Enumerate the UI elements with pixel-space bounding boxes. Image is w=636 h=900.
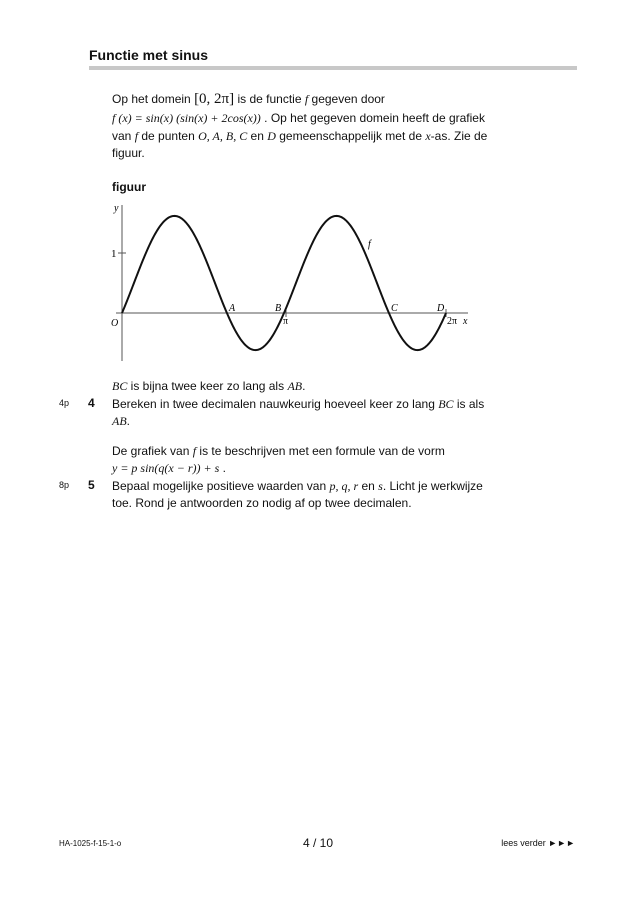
y-tick-label-1: 1 bbox=[111, 248, 117, 260]
curve-label-f: f bbox=[368, 239, 371, 250]
intro-line-1: Op het domein [0, 2π] is de functie f gegeven door bbox=[112, 91, 385, 107]
point-label-b: B bbox=[275, 303, 282, 314]
sine-figure bbox=[0, 195, 636, 395]
q4-points: 4p bbox=[59, 398, 70, 408]
q5-intro: De grafiek van f is te beschrijven met een formule van de vorm y = p sin(q(x − r)) + s . bbox=[112, 444, 445, 475]
point-label-d: D bbox=[437, 303, 445, 314]
origin-label: O bbox=[111, 318, 119, 329]
q5-formula: y = p sin(q(x − r)) + s bbox=[112, 461, 220, 475]
intro-line-2: f (x) = sin(x) (sin(x) + 2cos(x)) . Op het gegeven domein heeft de grafiek bbox=[112, 111, 485, 125]
intro-line-3: van f de punten O, A, B, C en D gemeenschappelijk met de x-as. Zie de bbox=[112, 129, 488, 143]
q4-intro: BC is bijna twee keer zo lang als AB. bbox=[112, 379, 306, 393]
q4-number: 4 bbox=[88, 396, 95, 410]
title-divider bbox=[89, 66, 577, 70]
x-axis-label: x bbox=[463, 316, 468, 327]
q5-points: 8p bbox=[59, 480, 70, 490]
page-number: 4 / 10 bbox=[302, 836, 334, 850]
q5-question: Bepaal mogelijke positieve waarden van p, q, r en s. Licht je werkwijze toe. Rond je antwoorden zo nodig af op twee decimalen. bbox=[112, 479, 483, 510]
next-page-indicator: lees verder ►►► bbox=[501, 838, 575, 848]
point-label-a: A bbox=[229, 303, 236, 314]
footer-code: HA-1025-f-15-1-o bbox=[59, 839, 122, 848]
x-tick-label-pi: π bbox=[283, 316, 289, 327]
y-axis-label: y bbox=[114, 203, 119, 214]
function-curve bbox=[122, 216, 446, 350]
figure-label: figuur bbox=[112, 180, 146, 194]
page-title: Functie met sinus bbox=[89, 47, 209, 63]
domain-expression: [0, 2π] bbox=[194, 91, 235, 107]
q4-question: Bereken in twee decimalen nauwkeurig hoeveel keer zo lang BC is als AB. bbox=[112, 397, 485, 428]
point-label-c: C bbox=[391, 303, 398, 314]
x-tick-label-2pi: 2π bbox=[447, 316, 458, 327]
q5-number: 5 bbox=[88, 478, 95, 492]
intro-line-4: figuur. bbox=[112, 146, 145, 160]
function-formula: f (x) = sin(x) (sin(x) + 2cos(x)) bbox=[112, 111, 261, 125]
